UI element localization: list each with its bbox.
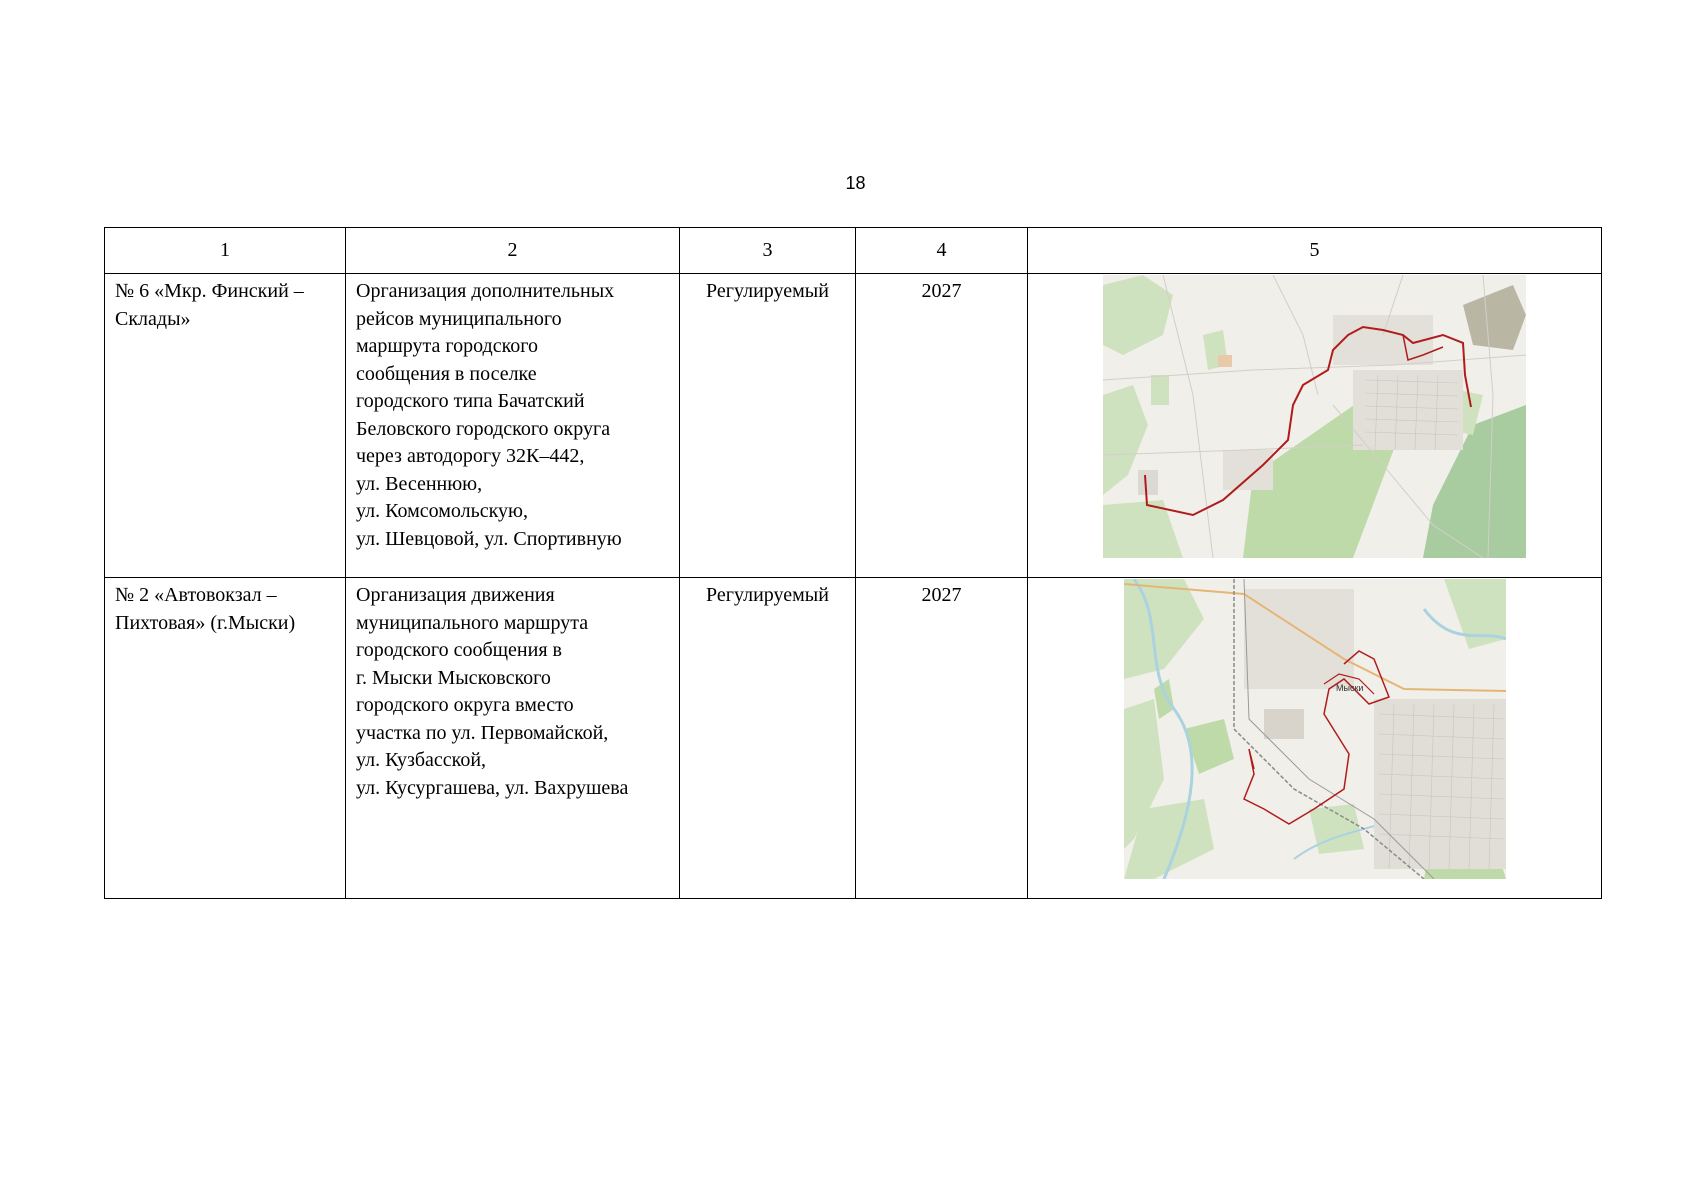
table-row: [105, 578, 1602, 899]
year-cell: [856, 274, 1028, 578]
route-year: 2027: [921, 584, 962, 606]
description-cell: [346, 578, 680, 899]
route-year: 2027: [921, 280, 962, 302]
header-cell: 4: [856, 228, 1028, 274]
type-cell: [680, 274, 856, 578]
route-description: Организация движения муниципального маршрута городского сообщения в г. Мыски Мысковского городского округа вместо участка по ул. Первомайской, ул. Кузбасской, ул. Кусургашева, ул. Вахрушева: [356, 584, 629, 799]
page-number: 18: [845, 173, 866, 193]
table-header-row: [105, 228, 1602, 274]
header-cell: 3: [680, 228, 856, 274]
route-cell: [105, 274, 346, 578]
route-name: № 6 «Мкр. Финский – Склады»: [115, 280, 304, 330]
map-cell: [1028, 578, 1602, 899]
route-description: Организация дополнительных рейсов муниципального маршрута городского сообщения в поселке городского типа Бачатский Беловского городского округа через автодорогу 32К–442, ул. Весеннюю, ул. Комсомольскую, ул. Шевцовой, ул. Спортивную: [356, 280, 622, 550]
routes-table: [104, 227, 1602, 899]
route-map-myski: [1124, 579, 1506, 879]
header-cell: 5: [1028, 228, 1602, 274]
route-type: Регулируемый: [706, 584, 829, 606]
year-cell: [856, 578, 1028, 899]
type-cell: [680, 578, 856, 899]
description-cell: [346, 274, 680, 578]
header-cell: 1: [105, 228, 346, 274]
map-cell: [1028, 274, 1602, 578]
header-cell: 2: [346, 228, 680, 274]
route-type: Регулируемый: [706, 280, 829, 302]
route-map-bachatsky: [1103, 275, 1526, 558]
city-label: Мыски: [1335, 683, 1363, 693]
route-cell: [105, 578, 346, 899]
table-row: [105, 274, 1602, 578]
route-name: № 2 «Автовокзал – Пихтовая» (г.Мыски): [115, 584, 296, 634]
